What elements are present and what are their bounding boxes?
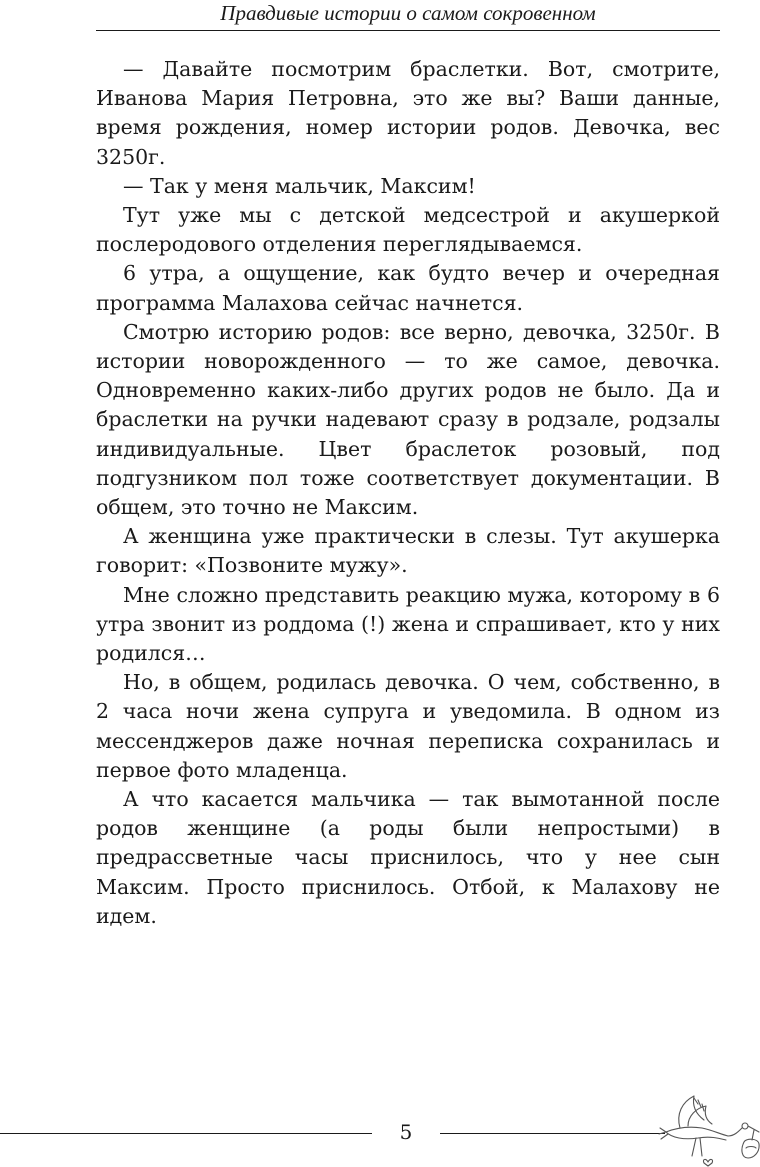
paragraph: 6 утра, а ощущение, как будто вечер и очередная программа Малахова сейчас начнется.: [96, 261, 720, 315]
paragraph: Мне сложно представить реакцию мужа, которому в 6 утра звонит из роддома (!) жена и спрашивает, кто у них родился…: [96, 582, 720, 666]
paragraph: Но, в общем, родилась девочка. О чем, собственно, в 2 часа ночи жена супруга и уведомила. В одном из мессенджеров даже ночная переписка сохранилась и первое фото младенца.: [96, 670, 720, 782]
paragraph: Тут уже мы с детской медсестрой и акушеркой послеродового отделения переглядываемся.: [96, 203, 720, 257]
page-number: 5: [399, 1120, 413, 1144]
chapter-body: [96, 55, 720, 931]
paragraph: — Давайте посмотрим браслетки. Вот, смотрите, Иванова Мария Петровна, это же вы? Ваши данные, время рождения, номер истории родов. Девочка, вес 3250г.: [96, 57, 720, 169]
paragraph: А что касается мальчика — так вымотанной после родов женщине (а роды были непростыми) в предрассветные часы приснилось, что у нее сын Максим. Просто приснилось. Отбой, к Малахову не идем.: [96, 787, 720, 928]
paragraph: Смотрю историю родов: все верно, девочка, 3250г. В истории новорожденного — то же самое, девочка. Одновременно каких-либо других родов не было. Да и браслетки на ручки надевают сразу в родзале, родзалы индивидуальные. Цвет браслеток розовый, под подгузником пол тоже соответствует документации. В общем, это точно не Максим.: [96, 319, 720, 520]
footer-rule-left: [0, 1133, 372, 1134]
paragraph: — Так у меня мальчик, Максим!: [123, 173, 476, 198]
footer-rule-right: [440, 1133, 665, 1134]
running-header: [96, 0, 720, 31]
stork-with-bundle-icon: [658, 1092, 760, 1167]
paragraph: А женщина уже практически в слезы. Тут акушерка говорит: «Позвоните мужу».: [96, 524, 720, 578]
running-title: Правдивые истории о самом сокровенном: [220, 1, 596, 25]
